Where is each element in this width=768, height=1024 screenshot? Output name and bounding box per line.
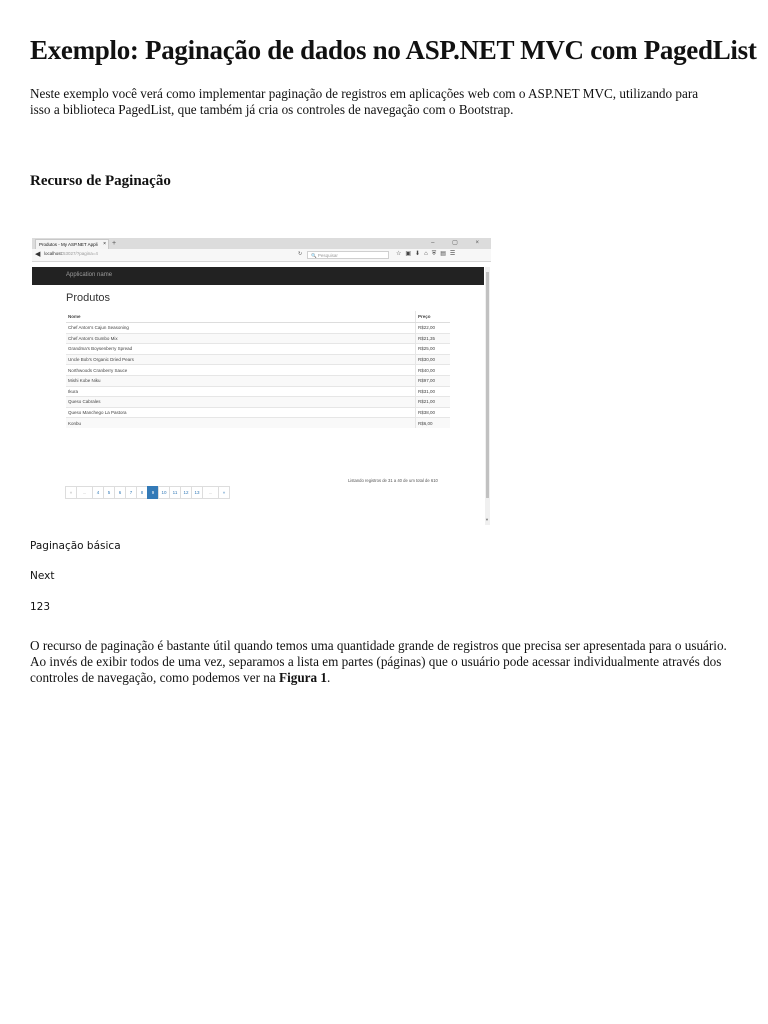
column-header-name: Nome xyxy=(66,311,416,323)
column-header-price: Preço xyxy=(416,311,451,323)
address-bar[interactable] xyxy=(44,251,98,256)
new-tab-icon[interactable]: + xyxy=(112,240,117,247)
scrollbar-thumb[interactable] xyxy=(486,272,489,498)
cell-name: Mishi Kobe Niku xyxy=(66,375,416,386)
browser-nav-bar xyxy=(32,249,491,262)
pager-ellipsis-start[interactable]: ... xyxy=(76,486,93,499)
products-heading: Produtos xyxy=(66,292,111,304)
table-row xyxy=(66,323,450,334)
table-row xyxy=(66,407,450,418)
cell-price: R$22,00 xyxy=(416,323,451,334)
cell-name: Chef Anton's Cajun Seasoning xyxy=(66,323,416,334)
table-row xyxy=(66,354,450,365)
figure-reference: Figura 1 xyxy=(279,670,328,685)
table-row xyxy=(66,418,450,428)
products-table xyxy=(66,311,450,428)
browser-screenshot-figure xyxy=(32,238,491,525)
cell-name: Konbu xyxy=(66,418,416,428)
cell-price: R$21,35 xyxy=(416,333,451,344)
app-navbar xyxy=(32,267,484,285)
table-row xyxy=(66,365,450,376)
pager-page-button[interactable]: 4 xyxy=(92,486,104,499)
window-controls[interactable]: – ▢ × xyxy=(431,240,487,246)
url-path: 53027/?pagina=4 xyxy=(63,251,98,256)
browser-tab-bar xyxy=(32,238,491,249)
body-paragraph xyxy=(30,638,742,686)
cell-price: R$6,00 xyxy=(416,418,451,428)
caption-basic-pagination: Paginação básica xyxy=(30,540,121,552)
pager-page-button[interactable]: 10 xyxy=(158,486,170,499)
back-arrow-icon[interactable]: ◀ xyxy=(35,251,41,258)
section-heading: Recurso de Paginação xyxy=(30,173,171,189)
reload-icon[interactable]: ↻ xyxy=(298,251,303,257)
body-text-end: . xyxy=(327,670,331,685)
cell-name: Northwoods Cranberry Sauce xyxy=(66,365,416,376)
table-row xyxy=(66,386,450,397)
toolbar-icons[interactable]: ☆▣⬇⌂⛨▤☰ xyxy=(396,251,460,257)
cell-price: R$31,00 xyxy=(416,386,451,397)
table-header-row xyxy=(66,311,450,323)
cell-price: R$25,00 xyxy=(416,344,451,355)
cell-name: Queso Manchego La Pastora xyxy=(66,407,416,418)
pager-prev-button[interactable]: « xyxy=(65,486,77,499)
body-text: O recurso de paginação é bastante útil quando temos uma quantidade grande de registros que precisa ser apresentada para o usuário. Ao invés de exibir todos de uma vez, separamos a lista em partes (páginas) que o usuário pode acessar individualmente através dos controles de navegação, como podemos ver na xyxy=(30,638,727,685)
pager-page-button[interactable]: 13 xyxy=(191,486,203,499)
pager-page-button[interactable]: 7 xyxy=(125,486,137,499)
app-name-link[interactable]: Application name xyxy=(66,272,113,278)
cell-price: R$30,00 xyxy=(416,354,451,365)
browser-tab-title: Produtos - My ASP.NET Appli xyxy=(39,242,98,247)
caption-next: Next xyxy=(30,570,55,582)
pagination xyxy=(66,486,230,499)
browser-search-input[interactable]: 🔍 Pesquisar xyxy=(307,251,389,259)
table-row xyxy=(66,375,450,386)
caption-123: 123 xyxy=(30,601,51,613)
pager-page-button-active[interactable]: 9 xyxy=(147,486,159,499)
url-host: localhost: xyxy=(44,251,64,256)
table-row xyxy=(66,344,450,355)
cell-price: R$40,00 xyxy=(416,365,451,376)
close-icon[interactable]: × xyxy=(103,241,106,247)
table-row xyxy=(66,333,450,344)
cell-name: Grandma's Boysenberry Spread xyxy=(66,344,416,355)
pager-page-button[interactable]: 8 xyxy=(136,486,148,499)
pager-ellipsis-end[interactable]: ... xyxy=(202,486,219,499)
cell-price: R$97,00 xyxy=(416,375,451,386)
cell-name: Chef Anton's Gumbo Mix xyxy=(66,333,416,344)
pager-page-button[interactable]: 12 xyxy=(180,486,192,499)
cell-name: Queso Cabrales xyxy=(66,397,416,408)
cell-name: Ikura xyxy=(66,386,416,397)
records-summary: Listando registros de 31 a 40 de um total de 610 xyxy=(348,478,438,483)
pager-next-button[interactable]: » xyxy=(218,486,230,499)
cell-name: Uncle Bob's Organic Dried Pears xyxy=(66,354,416,365)
scroll-down-arrow-icon[interactable]: ▼ xyxy=(485,517,489,522)
pager-page-button[interactable]: 5 xyxy=(103,486,115,499)
pager-page-button[interactable]: 6 xyxy=(114,486,126,499)
cell-price: R$38,00 xyxy=(416,407,451,418)
intro-paragraph: Neste exemplo você verá como implementar paginação de registros em aplicações web com o ASP.NET MVC, utilizando para isso a biblioteca PagedList, que também já cria os controles de navegação com o Bootstrap. xyxy=(30,86,699,117)
cell-price: R$21,00 xyxy=(416,397,451,408)
page-title: Exemplo: Paginação de dados no ASP.NET MVC com PagedList xyxy=(30,35,757,65)
browser-tab[interactable] xyxy=(35,239,109,249)
pager-page-button[interactable]: 11 xyxy=(169,486,181,499)
table-row xyxy=(66,397,450,408)
